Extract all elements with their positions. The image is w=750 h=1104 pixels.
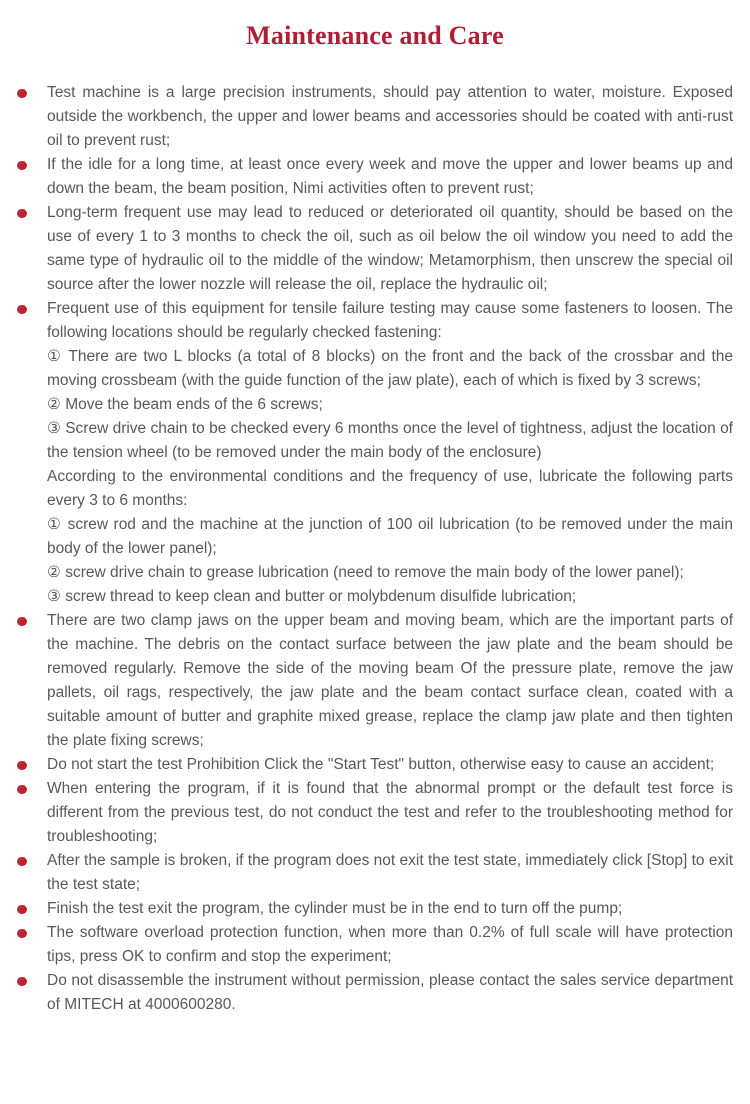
item-paragraph: Long-term frequent use may lead to reduced or deteriorated oil quantity, should be based on the use of every 1 to 3 months to check the oil, such as oil below the oil window you need to add the same type of hydraulic oil to the middle of the window; Metamorphism, then unscrew the special oil source after the lower nozzle will release the oil, replace the hydraulic oil; [47, 204, 733, 293]
item-paragraph: Finish the test exit the program, the cylinder must be in the end to turn off the pump; [47, 900, 623, 917]
list-item [0, 609, 750, 753]
bullet-icon [17, 857, 27, 867]
item-paragraph: ① There are two L blocks (a total of 8 blocks) on the front and the back of the crossbar and the moving crossbeam (with the guide function of the jaw plate), each of which is fixed by 3 screws; [47, 348, 733, 389]
bullet-icon [17, 161, 27, 171]
item-paragraph: Do not disassemble the instrument without permission, please contact the sales service department of MITECH at 4000600280. [47, 972, 733, 1013]
item-paragraph: ③ screw thread to keep clean and butter or molybdenum disulfide lubrication; [47, 588, 577, 605]
item-paragraph: ② screw drive chain to grease lubrication (need to remove the main body of the lower panel); [47, 564, 684, 581]
item-text [47, 609, 733, 753]
item-paragraph: According to the environmental conditions and the frequency of use, lubricate the following parts every 3 to 6 months: [47, 468, 733, 509]
item-text [47, 921, 733, 969]
maintenance-list [0, 81, 750, 1017]
item-paragraph: ② Move the beam ends of the 6 screws; [47, 396, 323, 413]
list-item [0, 753, 750, 777]
bullet-icon [17, 905, 27, 915]
bullet-icon [17, 761, 27, 771]
item-paragraph: After the sample is broken, if the program does not exit the test state, immediately click [Stop] to exit the test state; [47, 852, 733, 893]
item-paragraph: There are two clamp jaws on the upper beam and moving beam, which are the important parts of the machine. The debris on the contact surface between the jaw plate and the beam should be removed regularly. Remove the side of the moving beam Of the pressure plate, remove the jaw pallets, oil rags, respectively, the jaw plate and the beam contact surface clean, coated with a suitable amount of butter and graphite mixed grease, replace the clamp jaw plate and then tighten the plate fixing screws; [47, 612, 733, 749]
item-paragraph: Frequent use of this equipment for tensile failure testing may cause some fasteners to loosen. The following locations should be regularly checked fastening: [47, 300, 733, 341]
list-item [0, 153, 750, 201]
list-item [0, 897, 750, 921]
item-text [47, 753, 733, 777]
bullet-icon [17, 305, 27, 315]
list-item [0, 81, 750, 153]
bullet-icon [17, 977, 27, 987]
item-text [47, 153, 733, 201]
list-item [0, 969, 750, 1017]
bullet-icon [17, 89, 27, 99]
item-text [47, 969, 733, 1017]
item-paragraph: ① screw rod and the machine at the junction of 100 oil lubrication (to be removed under the main body of the lower panel); [47, 516, 733, 557]
item-text [47, 81, 733, 153]
item-paragraph: If the idle for a long time, at least once every week and move the upper and lower beams up and down the beam, the beam position, Nimi activities often to prevent rust; [47, 156, 733, 197]
item-text [47, 201, 733, 297]
bullet-icon [17, 929, 27, 939]
item-text [47, 777, 733, 849]
list-item [0, 921, 750, 969]
bullet-icon [17, 209, 27, 219]
bullet-icon [17, 785, 27, 795]
item-paragraph: ③ Screw drive chain to be checked every 6 months once the level of tightness, adjust the location of the tension wheel (to be removed under the main body of the enclosure) [47, 420, 733, 461]
list-item [0, 297, 750, 609]
list-item [0, 201, 750, 297]
page-title: Maintenance and Care [246, 21, 504, 50]
list-item [0, 777, 750, 849]
item-paragraph: The software overload protection function, when more than 0.2% of full scale will have protection tips, press OK to confirm and stop the experiment; [47, 924, 733, 965]
item-paragraph: Do not start the test Prohibition Click the "Start Test" button, otherwise easy to cause an accident; [47, 756, 715, 773]
item-text [47, 897, 733, 921]
item-paragraph: When entering the program, if it is found that the abnormal prompt or the default test force is different from the previous test, do not conduct the test and refer to the troubleshooting method for troubleshooting; [47, 780, 733, 845]
list-item [0, 849, 750, 897]
item-text [47, 297, 733, 609]
bullet-icon [17, 617, 27, 627]
item-text [47, 849, 733, 897]
item-paragraph: Test machine is a large precision instruments, should pay attention to water, moisture. Exposed outside the workbench, the upper and lower beams and accessories should be coated with anti-rust oil to prevent rust; [47, 84, 733, 149]
